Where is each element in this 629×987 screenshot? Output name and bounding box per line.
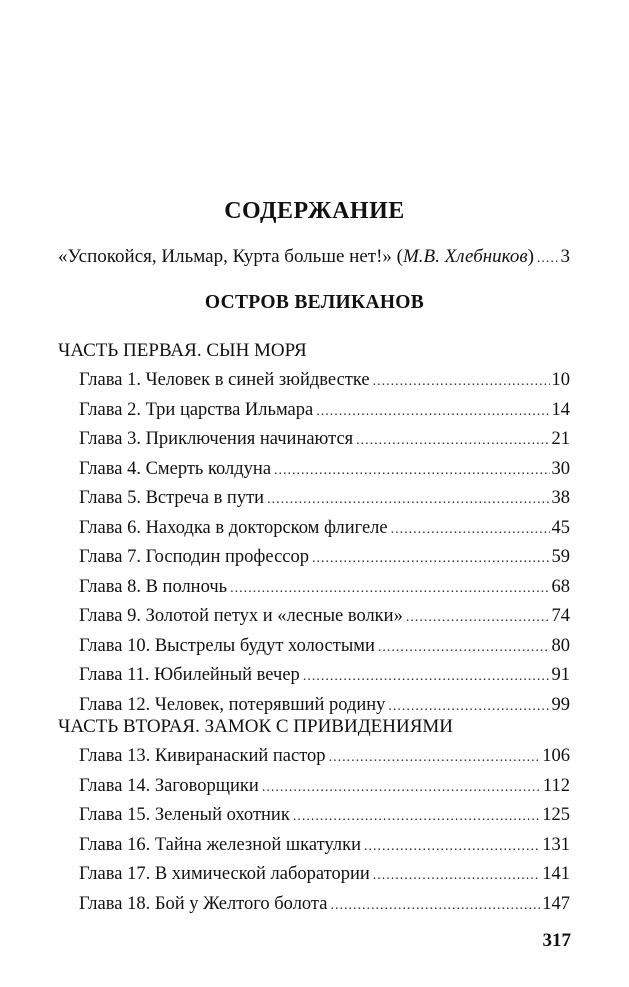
chapter-entry	[79, 805, 570, 835]
part-one-title: ЧАСТЬ ПЕРВАЯ. СЫН МОРЯ	[58, 340, 307, 361]
dot-leader	[537, 251, 559, 267]
dot-leader	[316, 404, 549, 420]
chapter-page: 141	[542, 864, 570, 884]
chapter-entry	[79, 606, 570, 636]
dot-leader	[373, 868, 540, 884]
chapter-entry	[79, 518, 570, 548]
intro-author: М.В. Хлебников	[402, 246, 528, 267]
chapter-page: 91	[551, 665, 570, 685]
chapter-title: Глава 13. Кивиранаский пастор	[79, 746, 326, 766]
chapter-page: 14	[551, 399, 570, 420]
chapter-title: Глава 10. Выстрелы будут холостыми	[79, 635, 375, 656]
dot-leader	[391, 522, 550, 538]
dot-leader	[267, 492, 549, 508]
chapter-entry	[79, 665, 570, 695]
dot-leader	[230, 581, 549, 597]
dot-leader	[303, 669, 550, 685]
chapter-entry	[79, 370, 570, 400]
part-two-title: ЧАСТЬ ВТОРАЯ. ЗАМОК С ПРИВИДЕНИЯМИ	[58, 716, 453, 737]
chapter-page: 131	[542, 834, 570, 855]
dot-leader	[293, 809, 540, 825]
chapter-page: 59	[551, 547, 570, 567]
chapter-page: 30	[551, 458, 570, 479]
chapter-page: 112	[542, 775, 570, 796]
chapter-page: 38	[551, 488, 570, 508]
chapter-title: Глава 9. Золотой петух и «лесные волки»	[79, 606, 403, 626]
chapter-title: Глава 2. Три царства Ильмара	[79, 399, 314, 420]
chapter-title: Глава 15. Зеленый охотник	[79, 805, 290, 825]
chapter-entry	[79, 400, 570, 430]
chapter-entry	[79, 577, 570, 607]
chapter-title: Глава 11. Юбилейный вечер	[79, 665, 300, 685]
dot-leader	[329, 750, 541, 766]
chapter-title: Глава 6. Находка в докторском флигеле	[79, 517, 388, 538]
chapter-entry	[79, 547, 570, 577]
chapter-page: 106	[542, 746, 570, 766]
intro-text: «Успокойся, Ильмар, Курта больше нет!» (	[58, 246, 403, 267]
intro-page: 3	[560, 246, 570, 267]
part-two-chapter-list	[79, 746, 570, 923]
section-title: ОСТРОВ ВЕЛИКАНОВ	[204, 292, 425, 313]
dot-leader	[388, 699, 549, 715]
intro-entry	[58, 246, 570, 268]
chapter-title: Глава 8. В полночь	[79, 576, 228, 597]
chapter-title: Глава 1. Человек в синей зюйдвестке	[79, 370, 370, 390]
part-one-chapter-list	[79, 370, 570, 724]
dot-leader	[274, 463, 549, 479]
chapter-page: 68	[551, 576, 570, 597]
chapter-page: 45	[551, 517, 570, 538]
chapter-entry	[79, 894, 570, 924]
chapter-page: 10	[551, 370, 570, 390]
chapter-page: 80	[551, 635, 570, 656]
chapter-title: Глава 16. Тайна железной шкатулки	[79, 834, 361, 855]
chapter-entry	[79, 488, 570, 518]
chapter-title: Глава 17. В химической лаборатории	[79, 864, 370, 884]
chapter-page: 21	[551, 429, 570, 449]
chapter-title: Глава 5. Встреча в пути	[79, 488, 265, 508]
dot-leader	[364, 839, 540, 855]
dot-leader	[330, 898, 540, 914]
chapter-page: 125	[542, 805, 570, 825]
chapter-page: 147	[542, 893, 570, 914]
chapter-entry	[79, 864, 570, 894]
dot-leader	[373, 374, 550, 390]
dot-leader	[356, 433, 549, 449]
contents-title: СОДЕРЖАНИЕ	[224, 198, 405, 224]
chapter-entry	[79, 835, 570, 865]
chapter-title: Глава 14. Заговорщики	[79, 775, 259, 796]
chapter-title: Глава 18. Бой у Желтого болота	[79, 893, 328, 914]
chapter-entry	[79, 636, 570, 666]
chapter-entry	[79, 429, 570, 459]
dot-leader	[312, 551, 549, 567]
chapter-page: 74	[551, 606, 570, 626]
dot-leader	[262, 780, 541, 796]
page-number: 317	[542, 930, 571, 951]
dot-leader	[406, 610, 550, 626]
chapter-title: Глава 12. Человек, потерявший родину	[79, 694, 386, 715]
chapter-page: 99	[551, 694, 570, 715]
chapter-entry	[79, 459, 570, 489]
chapter-title: Глава 7. Господин профессор	[79, 547, 310, 567]
chapter-entry	[79, 776, 570, 806]
chapter-title: Глава 3. Приключения начинаются	[79, 429, 354, 449]
intro-close: )	[527, 246, 534, 267]
chapter-entry	[79, 746, 570, 776]
chapter-title: Глава 4. Смерть колдуна	[79, 458, 272, 479]
dot-leader	[378, 640, 550, 656]
